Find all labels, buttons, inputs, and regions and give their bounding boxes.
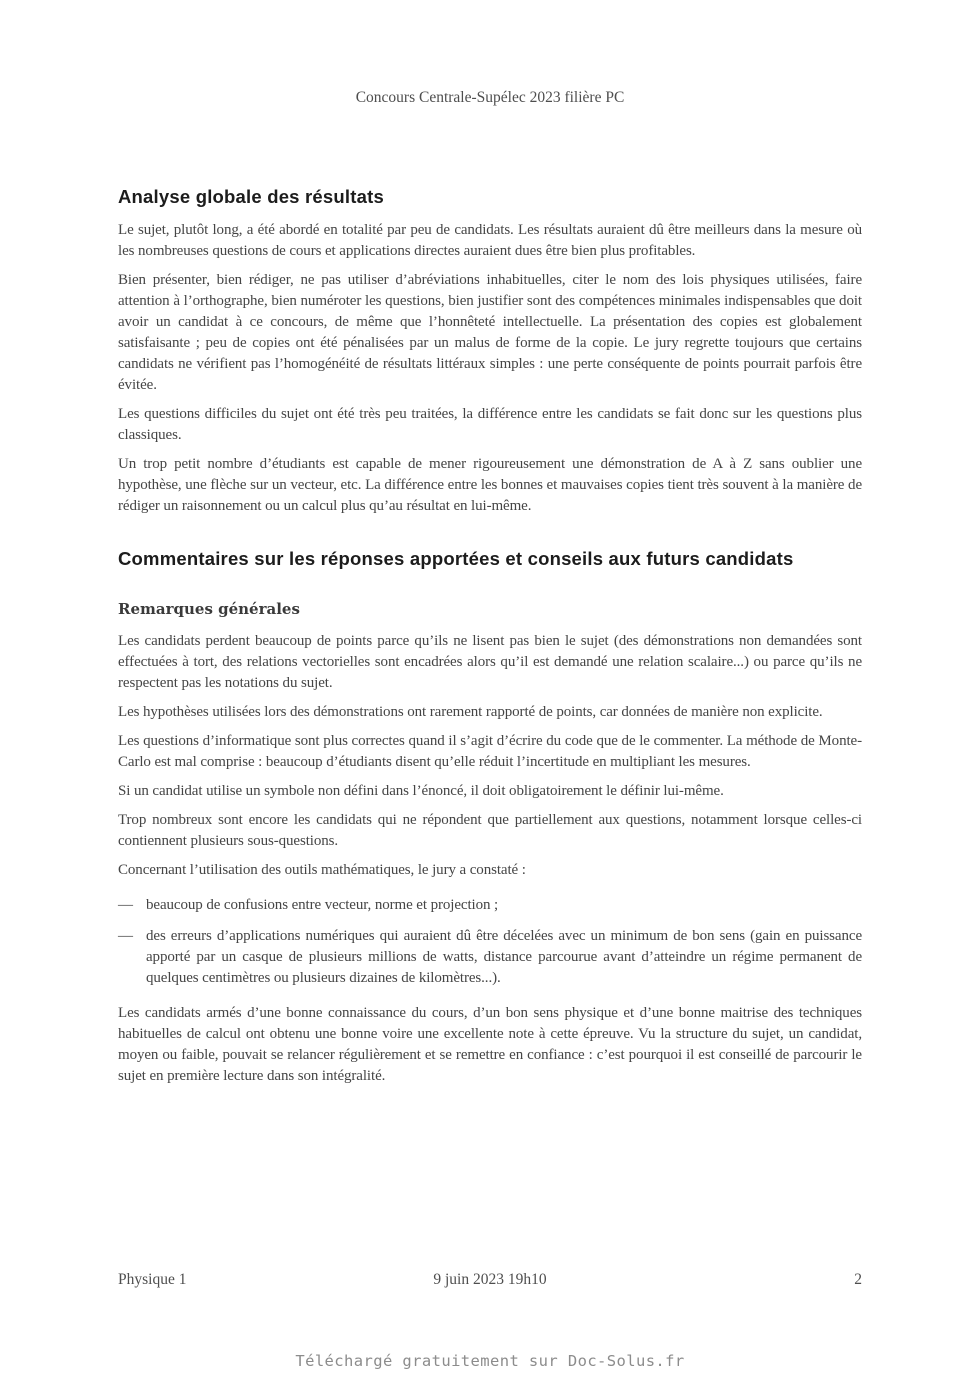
- paragraph: Les hypothèses utilisées lors des démonstrations ont rarement rapporté de points, car données de manière non explicite.: [118, 704, 823, 720]
- running-header: Concours Centrale-Supélec 2023 filière PC: [355, 89, 625, 106]
- paragraph: Les questions difficiles du sujet ont été très peu traitées, la différence entre les candidats se fait donc sur les questions plus classiques.: [118, 406, 862, 443]
- subheading-remarques-generales: Remarques générales: [118, 600, 300, 618]
- footer-date: 9 juin 2023 19h10: [433, 1271, 547, 1288]
- heading-commentaires: Commentaires sur les réponses apportées et conseils aux futurs candidats: [118, 548, 794, 569]
- paragraph: Les candidats armés d’une bonne connaissance du cours, d’un bon sens physique et d’une bonne maitrise des techniques habituelles de calcul ont obtenu une bonne voire une excellente note à cette épreuve. Vu la structure du sujet, un candidat, moyen ou faible, pouvait se relancer régulièrement et se remettre en confiance : c’est pourquoi il est conseillé de parcourir le sujet en première lecture dans son intégralité.: [118, 1005, 862, 1084]
- paragraph: Les candidats perdent beaucoup de points parce qu’ils ne lisent pas bien le sujet (des démonstrations non demandées sont effectuées à tort, des relations vectorielles sont encadrées alors qu’il est demandé une relation scalaire...) ou parce qu’ils ne respectent pas les notations du sujet.: [118, 633, 862, 691]
- watermark-docsolus: Téléchargé gratuitement sur Doc-Solus.fr: [295, 1352, 685, 1370]
- paragraph: Un trop petit nombre d’étudiants est capable de mener rigoureusement une démonstration de A à Z sans oublier une hypothèse, une flèche sur un vecteur, etc. La différence entre les bonnes et mauvaises copies tient très souvent à la manière de rédiger un raisonnement ou un calcul plus qu’au résultat en lui-même.: [118, 456, 862, 514]
- list-item-text: beaucoup de confusions entre vecteur, norme et projection ;: [146, 897, 499, 913]
- list-bullet: —: [118, 928, 133, 944]
- list-bullet: —: [118, 897, 133, 913]
- list-item-text: des erreurs d’applications numériques qui auraient dû être décelées avec un minimum de bon sens (gain en puissance apporté par un casque de plusieurs millions de watts, distance parcourue avant d’atteindre un régime permanent de quelques centimètres ou plusieurs dizaines de kilomètres...).: [146, 928, 862, 986]
- paragraph: Si un candidat utilise un symbole non défini dans l’énoncé, il doit obligatoirement le définir lui-même.: [118, 783, 724, 799]
- paragraph: Bien présenter, bien rédiger, ne pas utiliser d’abréviations inhabituelles, citer le nom des lois physiques utilisées, faire attention à l’orthographe, bien numéroter les questions, bien justifier sont des compétences minimales indispensables que doit avoir un candidat à ce concours, de même que l’honnêteté intellectuelle. La présentation des copies est globalement satisfaisante ; peu de copies ont été pénalisées par un malus de forme de la copie. Le jury regrette toujours que certains candidats ne vérifient pas l’homogénéité de résultats littéraux simples : une perte conséquente de points pourrait parfois être évitée.: [118, 272, 862, 393]
- heading-analyse-globale: Analyse globale des résultats: [118, 186, 384, 207]
- paragraph: Le sujet, plutôt long, a été abordé en totalité par peu de candidats. Les résultats auraient dû être meilleurs dans la mesure où les nombreuses questions de cours et applications directes auraient dues être bien plus profitables.: [118, 222, 862, 259]
- footer: [118, 1270, 862, 1290]
- paragraph: Les questions d’informatique sont plus correctes quand il s’agit d’écrire du code que de le commenter. La méthode de Monte-Carlo est mal comprise : beaucoup d’étudiants disent qu’elle réduit l’incertitude en multipliant les mesures.: [118, 733, 862, 770]
- list-item: [118, 895, 862, 916]
- footer-page-number: 2: [854, 1271, 862, 1288]
- footer-document-name: Physique 1: [118, 1271, 187, 1288]
- paragraph: Trop nombreux sont encore les candidats qui ne répondent que partiellement aux questions, notamment lorsque celles-ci contiennent plusieurs sous-questions.: [118, 812, 862, 849]
- paragraph: Concernant l’utilisation des outils mathématiques, le jury a constaté :: [118, 862, 526, 878]
- list-item: [118, 926, 862, 989]
